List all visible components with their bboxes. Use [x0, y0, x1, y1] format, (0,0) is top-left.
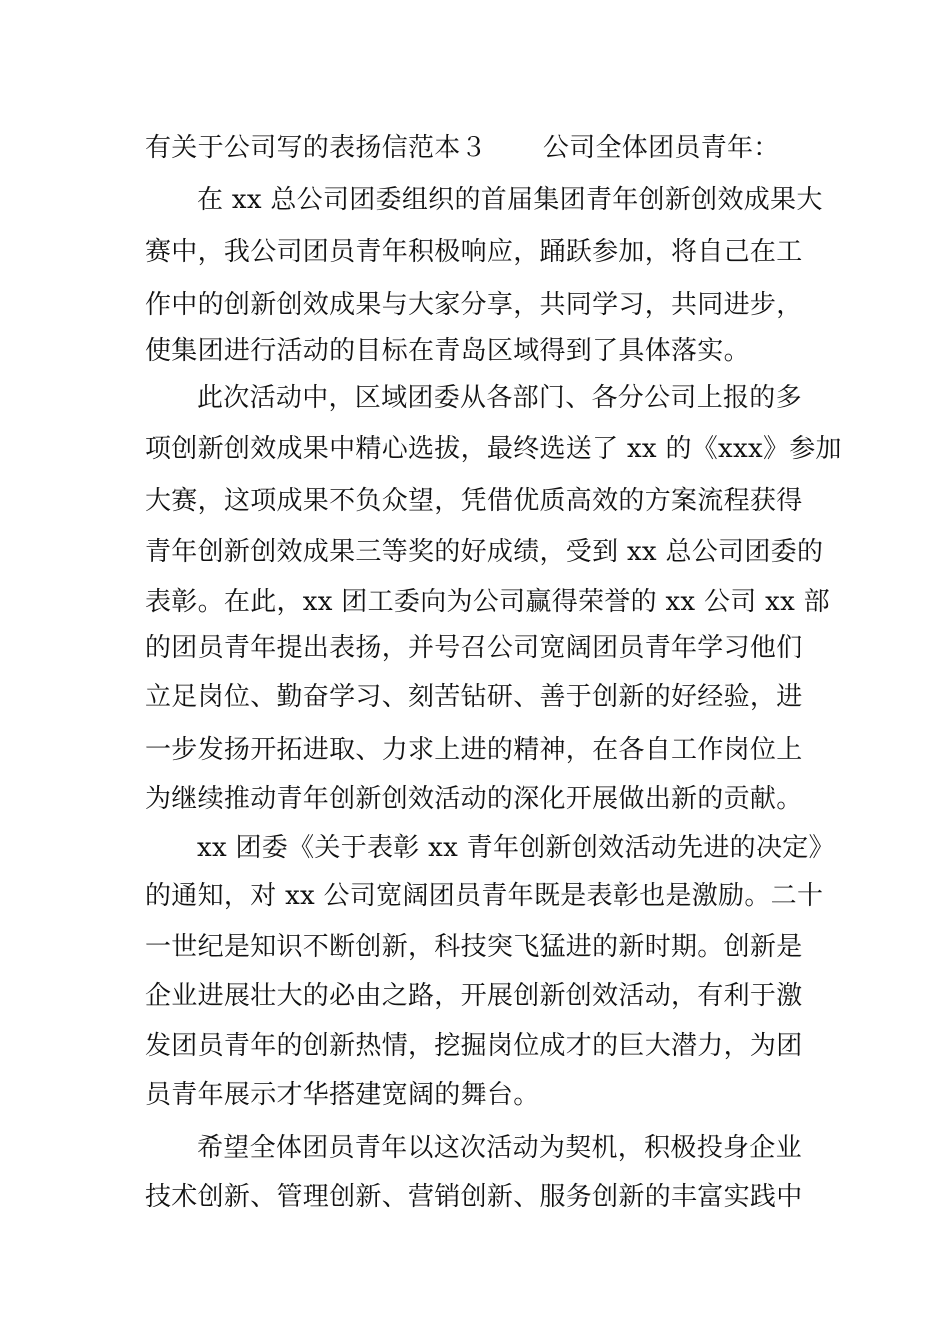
body-line: 为继续推动青年创新创效活动的深化开展做出新的贡献。	[145, 784, 803, 814]
body-line: 表彰。在此，xx 团工委向为公司赢得荣誉的 xx 公司 xx 部	[145, 587, 830, 617]
body-line: 立足岗位、勤奋学习、刻苦钻研、善于创新的好经验，进	[145, 682, 803, 712]
body-line: 作中的创新创效成果与大家分享，共同学习，共同进步，	[145, 290, 803, 320]
body-line: 员青年展示才华搭建宽阔的舞台。	[145, 1080, 540, 1110]
document-heading	[145, 133, 815, 163]
body-line: 使集团进行活动的目标在青岛区域得到了具体落实。	[145, 336, 750, 366]
body-line: 希望全体团员青年以这次活动为契机，积极投身企业	[197, 1133, 802, 1163]
body-line: 技术创新、管理创新、营销创新、服务创新的丰富实践中	[145, 1182, 803, 1212]
body-line: 项创新创效成果中精心选拔，最终选送了 xx 的《xxx》参加	[145, 434, 842, 464]
body-line: 大赛，这项成果不负众望，凭借优质高效的方案流程获得	[145, 486, 803, 516]
body-line: 的通知，对 xx 公司宽阔团员青年既是表彰也是激励。二十	[145, 881, 824, 911]
body-line: xx 团委《关于表彰 xx 青年创新创效活动先进的决定》	[197, 833, 835, 863]
body-line: 赛中，我公司团员青年积极响应，踊跃参加，将自己在工	[145, 237, 803, 267]
body-line: 一世纪是知识不断创新，科技突飞猛进的新时期。创新是	[145, 932, 803, 962]
body-line: 的团员青年提出表扬，并号召公司宽阔团员青年学习他们	[145, 633, 803, 663]
body-line: 企业进展壮大的必由之路，开展创新创效活动，有利于激	[145, 981, 803, 1011]
body-line: 青年创新创效成果三等奖的好成绩，受到 xx 总公司团委的	[145, 537, 824, 567]
body-line: 一步发扬开拓进取、力求上进的精神，在各自工作岗位上	[145, 735, 803, 765]
document-title: 有关于公司写的表扬信范本３	[145, 133, 487, 163]
body-line: 发团员青年的创新热情，挖掘岗位成才的巨大潜力，为团	[145, 1031, 803, 1061]
body-line: 此次活动中，区域团委从各部门、各分公司上报的多	[197, 383, 802, 413]
document-salutation: 公司全体团员青年：	[542, 133, 780, 163]
body-line: 在 xx 总公司团委组织的首届集团青年创新创效成果大	[197, 185, 823, 215]
